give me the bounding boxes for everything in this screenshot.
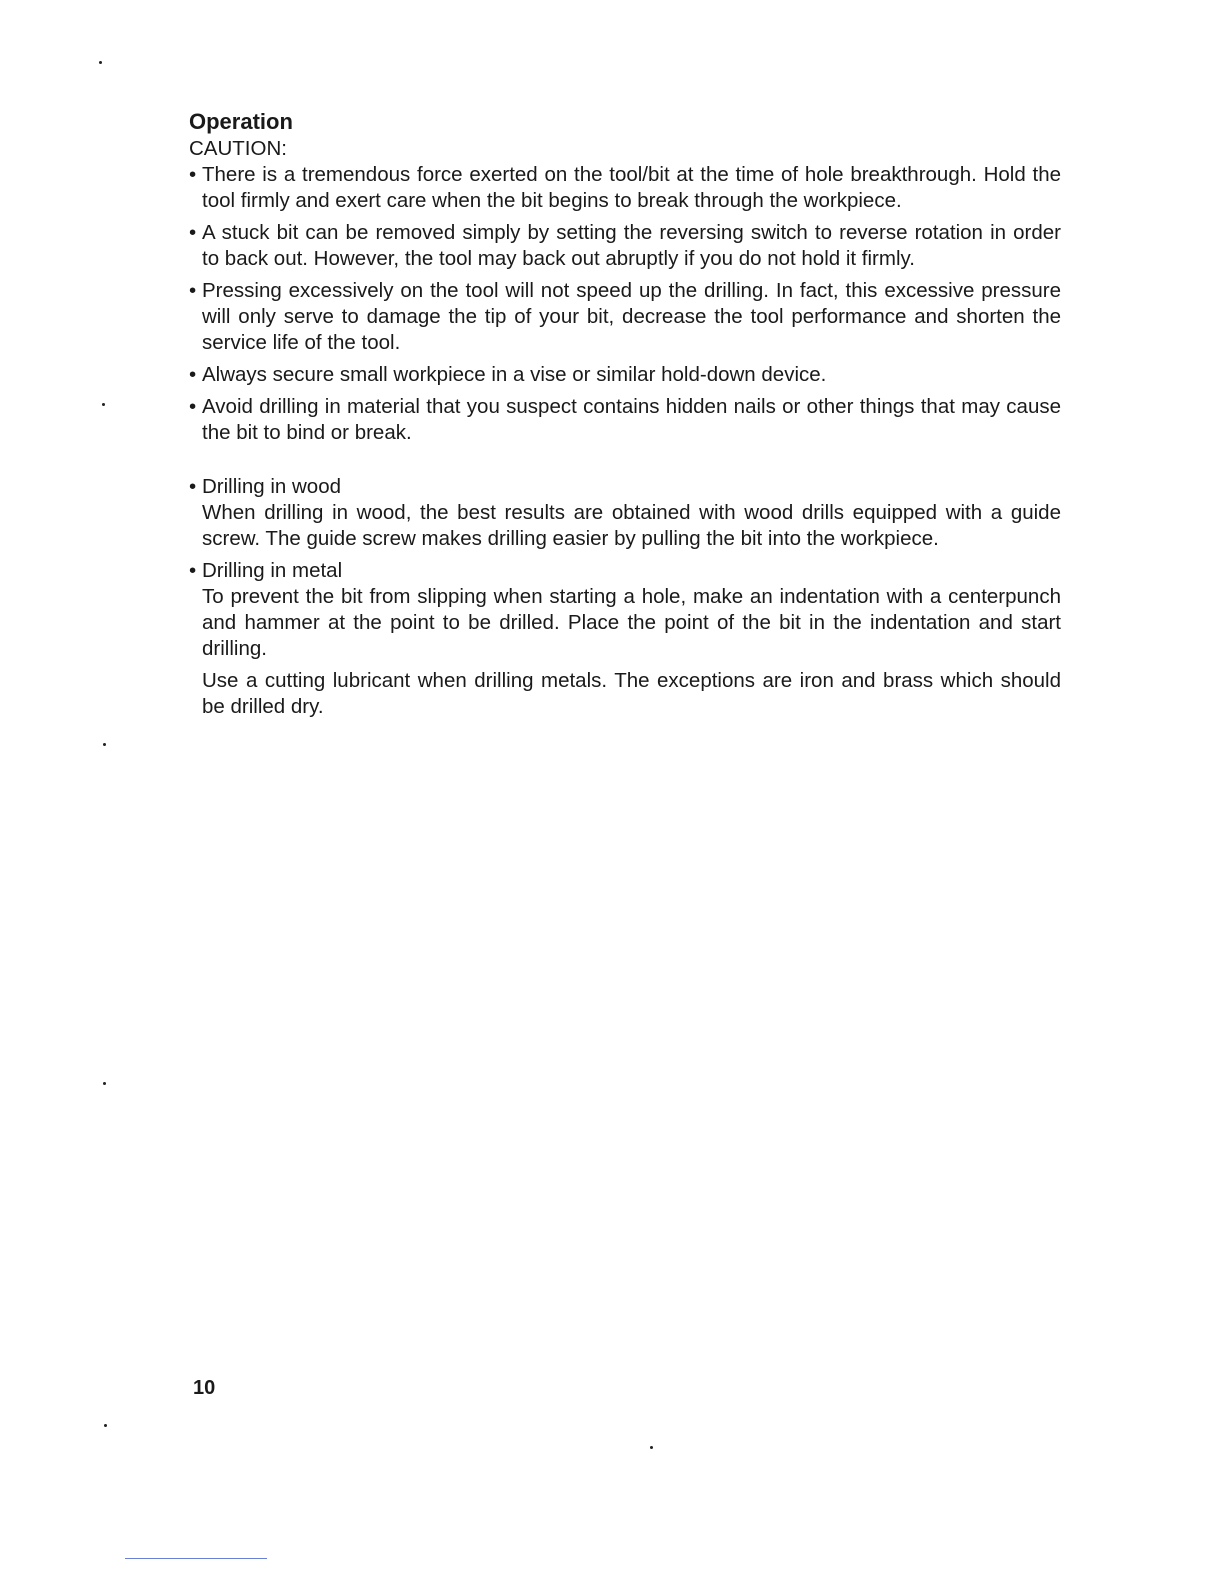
caution-item [189,278,1061,356]
caution-text: Avoid drilling in material that you suspect contains hidden nails or other things that may cause the bit to bind or break. [202,395,1061,444]
drilling-wood-heading [189,474,1061,500]
caution-item [189,220,1061,272]
subsection-title: Drilling in metal [202,559,343,582]
caution-item [189,362,1061,388]
subsection-title: Drilling in wood [202,475,342,498]
bullet-icon: • [189,279,197,302]
footer-rule [125,1558,267,1559]
section-spacer [189,452,1061,474]
bullet-icon: • [189,559,197,582]
caution-item [189,394,1061,446]
drilling-metal-text-2: Use a cutting lubricant when drilling metals. The exceptions are iron and brass which should be drilled dry. [202,669,1061,718]
bullet-icon: • [189,163,197,186]
caution-text: Pressing excessively on the tool will not speed up the drilling. In fact, this excessive pressure will only serve to damage the tip of your bit, decrease the tool performance and shorten the service life of the tool. [202,279,1061,354]
scan-speck [103,743,106,746]
bullet-icon: • [189,221,197,244]
caution-text: Always secure small workpiece in a vise or similar hold-down device. [202,363,827,386]
caution-text: A stuck bit can be removed simply by setting the reversing switch to reverse rotation in order to back out. However, the tool may back out abruptly if you do not hold it firmly. [202,221,1061,270]
bullet-icon: • [189,395,197,418]
scan-speck [104,1424,107,1427]
drilling-metal-text: To prevent the bit from slipping when starting a hole, make an indentation with a centerpunch and hammer at the point to be drilled. Place the point of the bit in the indentation and start drilling. [202,585,1061,660]
scan-speck [650,1446,653,1449]
document-body [189,108,1061,726]
scan-speck [103,1082,106,1085]
bullet-icon: • [189,475,197,498]
caution-label: CAUTION: [189,137,287,160]
section-title: Operation [189,109,293,134]
page-number: 10 [193,1377,216,1399]
bullet-icon: • [189,363,197,386]
drilling-wood-text: When drilling in wood, the best results are obtained with wood drills equipped with a guide screw. The guide screw makes drilling easier by pulling the bit into the workpiece. [202,501,1061,550]
caution-item [189,162,1061,214]
scan-speck [102,403,105,406]
scan-speck [99,61,102,64]
caution-text: There is a tremendous force exerted on the tool/bit at the time of hole breakthrough. Hold the tool firmly and exert care when the bit begins to break through the workpiece. [202,163,1061,212]
drilling-metal-heading [189,558,1061,584]
